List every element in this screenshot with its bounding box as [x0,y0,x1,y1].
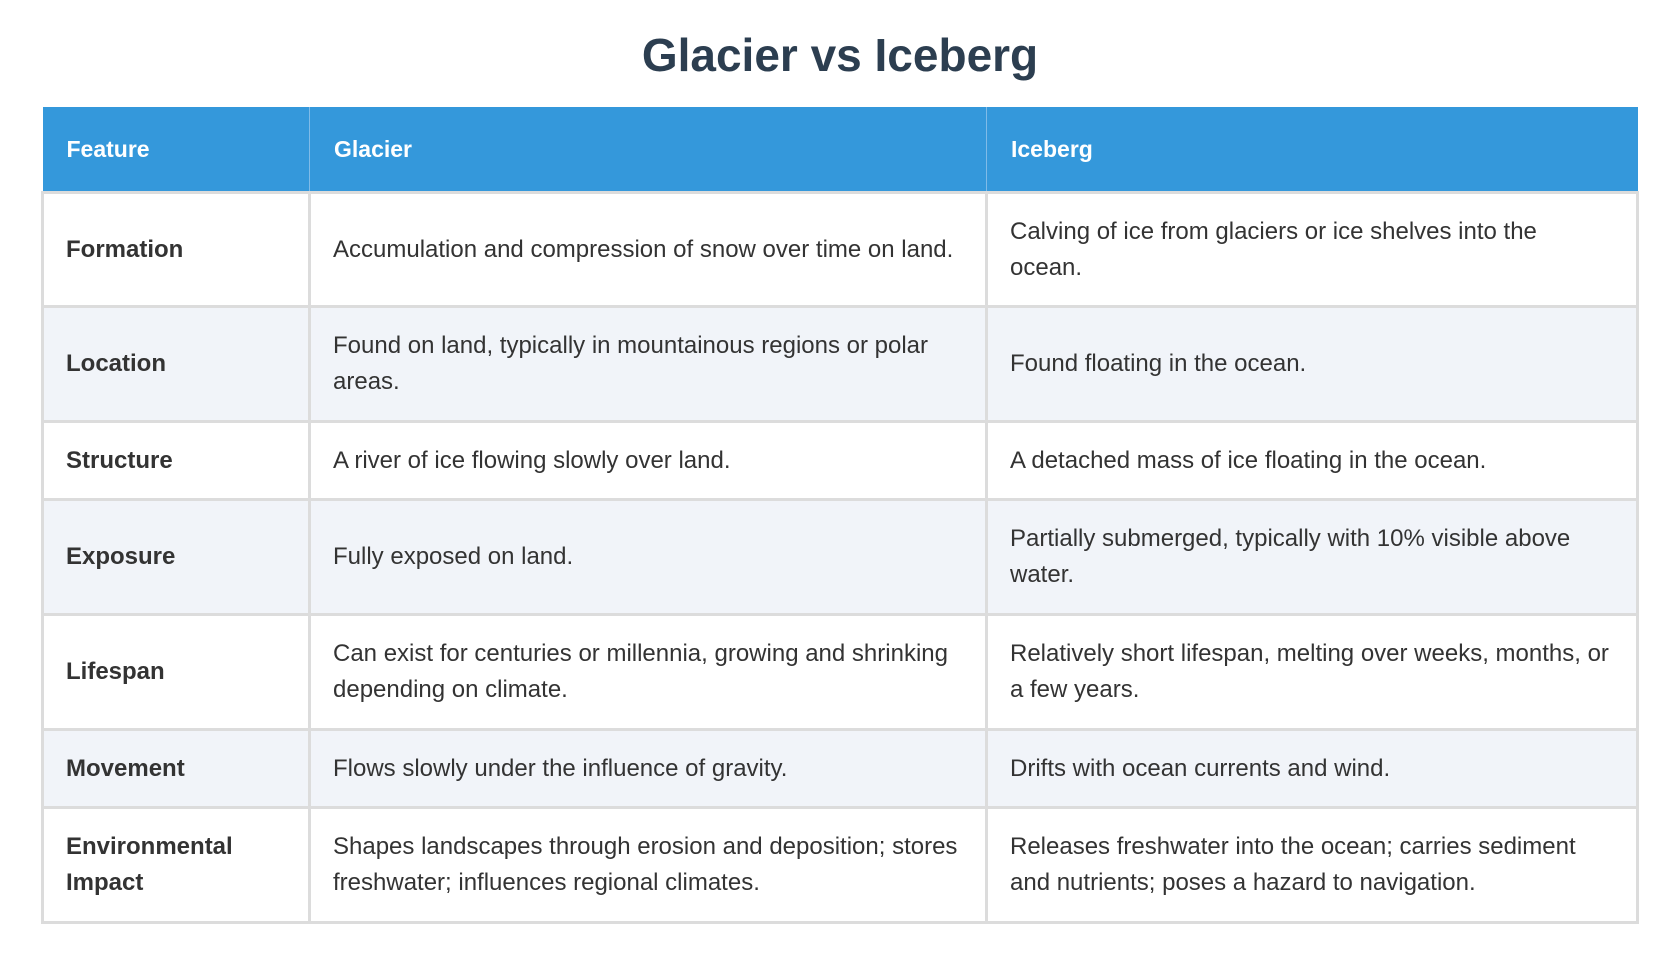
table-row [43,615,1638,730]
cell-glacier: A river of ice flowing slowly over land. [310,422,987,500]
cell-feature: Exposure [43,500,310,615]
cell-feature: Structure [43,422,310,500]
cell-feature: Formation [43,193,310,307]
comparison-table [41,107,1639,924]
table-row [43,193,1638,307]
table-row [43,422,1638,500]
cell-iceberg: Found floating in the ocean. [987,307,1638,422]
cell-iceberg: Relatively short lifespan, melting over weeks, months, or a few years. [987,615,1638,730]
cell-iceberg: Partially submerged, typically with 10% visible above water. [987,500,1638,615]
cell-feature: Lifespan [43,615,310,730]
cell-glacier: Flows slowly under the influence of gravity. [310,730,987,808]
table-row [43,730,1638,808]
header-glacier: Glacier [310,107,987,193]
page-title: Glacier vs Iceberg [641,29,1039,81]
cell-iceberg: A detached mass of ice floating in the ocean. [987,422,1638,500]
cell-iceberg: Drifts with ocean currents and wind. [987,730,1638,808]
cell-glacier: Accumulation and compression of snow over time on land. [310,193,987,307]
cell-feature: Location [43,307,310,422]
cell-glacier: Fully exposed on land. [310,500,987,615]
header-feature: Feature [43,107,310,193]
cell-iceberg: Releases freshwater into the ocean; carries sediment and nutrients; poses a hazard to navigation. [987,808,1638,923]
cell-feature: Environmental Impact [43,808,310,923]
cell-glacier: Shapes landscapes through erosion and deposition; stores freshwater; influences regional climates. [310,808,987,923]
header-row [43,107,1638,193]
cell-glacier: Can exist for centuries or millennia, growing and shrinking depending on climate. [310,615,987,730]
cell-feature: Movement [43,730,310,808]
header-iceberg: Iceberg [987,107,1638,193]
cell-glacier: Found on land, typically in mountainous regions or polar areas. [310,307,987,422]
table-row [43,307,1638,422]
table-row [43,500,1638,615]
cell-iceberg: Calving of ice from glaciers or ice shelves into the ocean. [987,193,1638,307]
table-row [43,808,1638,923]
